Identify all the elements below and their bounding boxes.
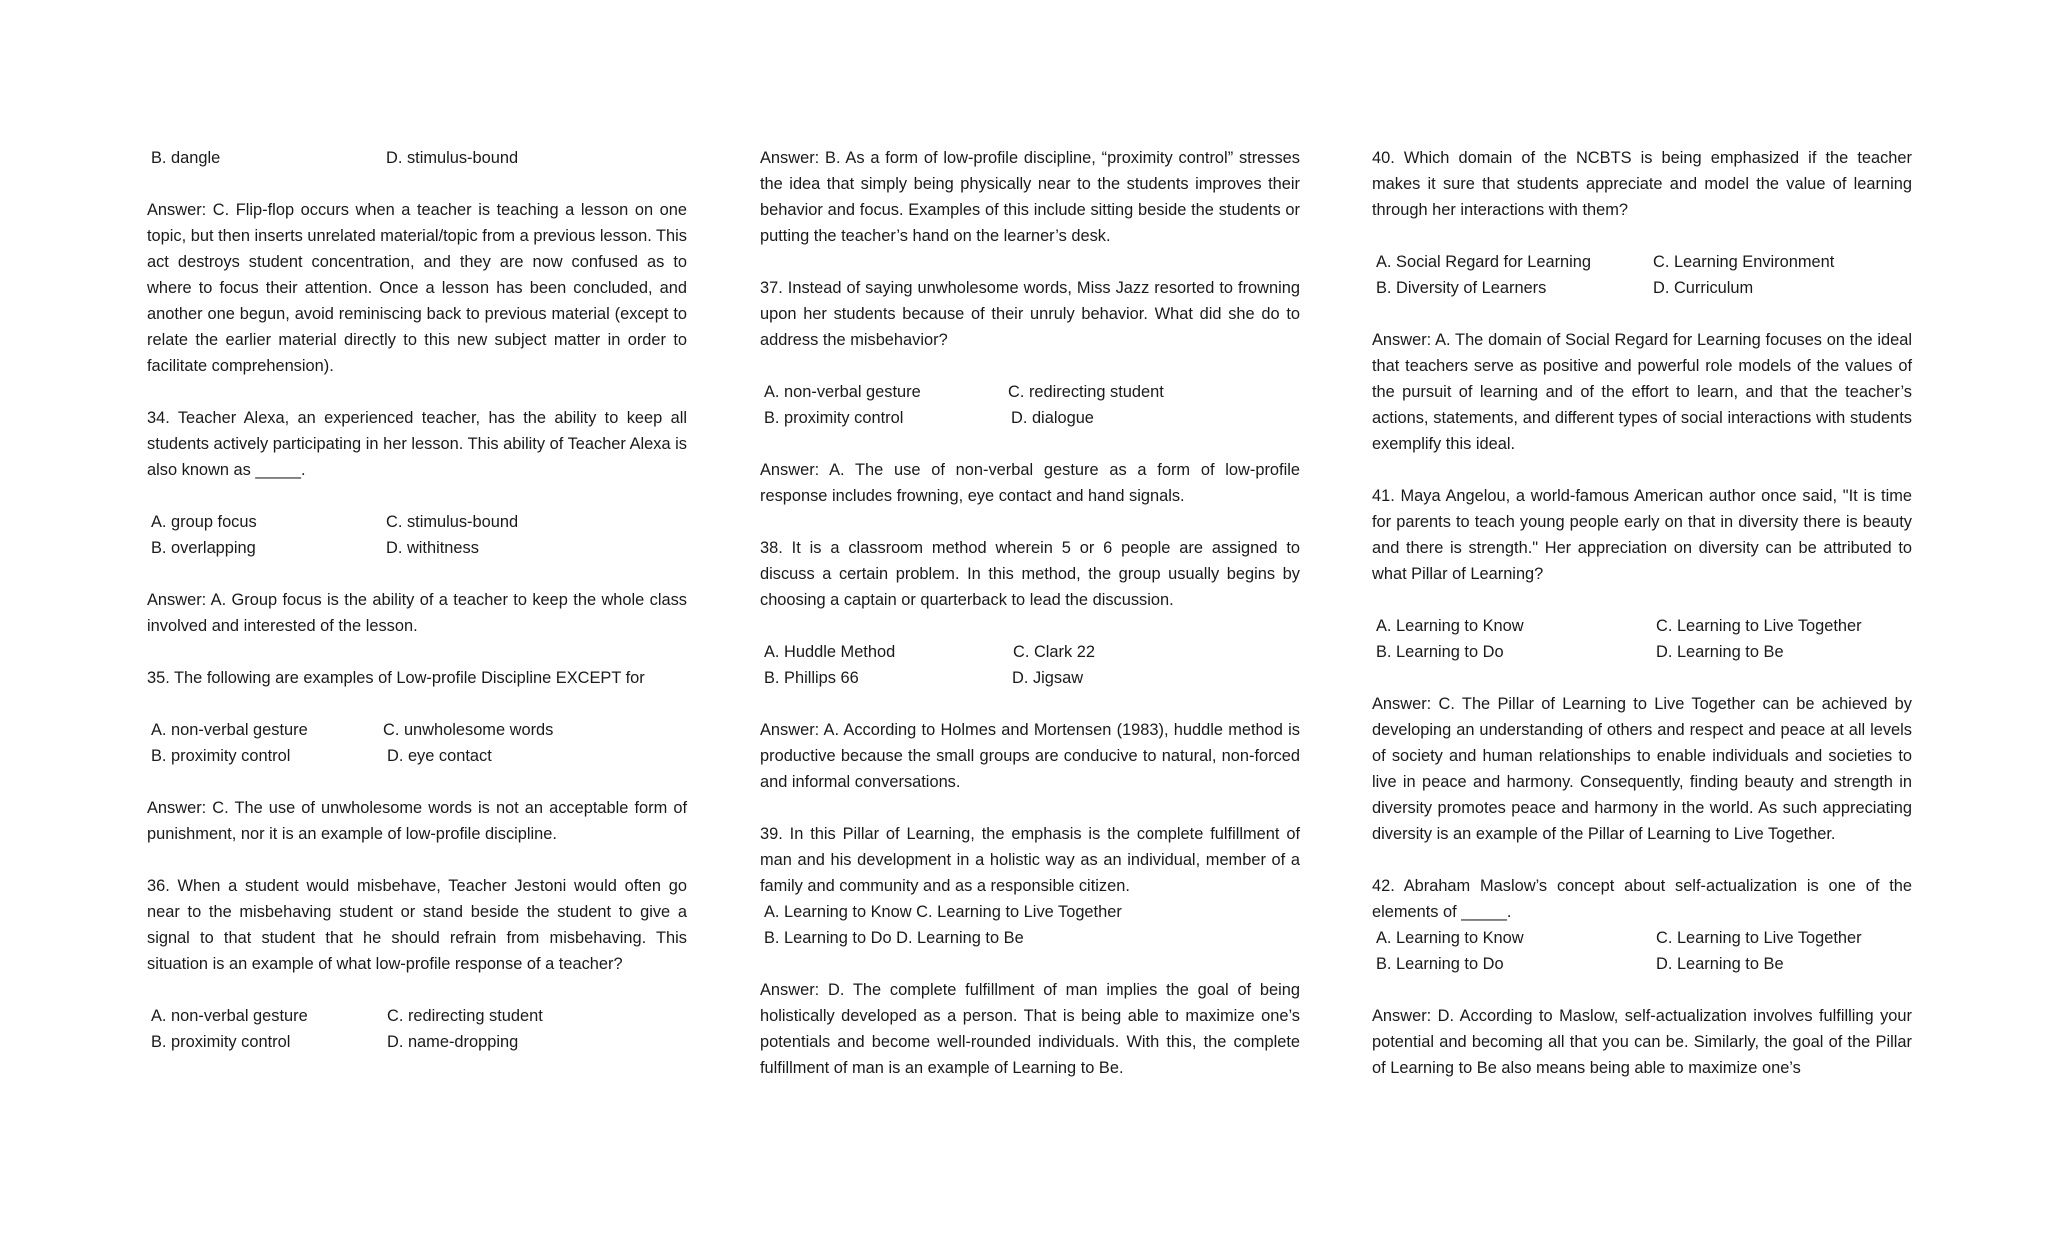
option-b: B. overlapping bbox=[151, 539, 256, 557]
option-row bbox=[1376, 275, 1912, 301]
option-row bbox=[151, 1029, 687, 1055]
option-c: C. unwholesome words bbox=[383, 721, 554, 739]
answer-36: Answer: B. As a form of low-profile discipline, “proximity control” stresses the idea that simply being physically near to the students improves their behavior and focus. Examples of this include sitting beside the students or putting the teacher’s hand on the learner’s desk. bbox=[760, 149, 1300, 245]
option-c: C. Learning Environment bbox=[1653, 253, 1835, 271]
options-q37 bbox=[764, 379, 1300, 431]
option-c: C. Learning to Live Together bbox=[1656, 929, 1862, 947]
options-q33 bbox=[151, 145, 687, 171]
option-row bbox=[764, 639, 1300, 665]
answer-39: Answer: D. The complete fulfillment of man implies the goal of being holistically developed as a person. That is being able to maximize one’s potentials and become well-rounded individuals. With this, the complete fulfillment of man is an example of Learning to Be. bbox=[760, 981, 1300, 1077]
options-q42 bbox=[1376, 925, 1912, 977]
option-b: B. proximity control bbox=[764, 409, 904, 427]
option-a: A. Learning to Know bbox=[1376, 929, 1524, 947]
option-row bbox=[151, 1003, 687, 1029]
options-q38 bbox=[764, 639, 1300, 691]
option-row bbox=[1376, 925, 1912, 951]
answer-35: Answer: C. The use of unwholesome words is not an acceptable form of punishment, nor it is an example of low-profile discipline. bbox=[147, 799, 687, 843]
option-b: B. Learning to Do bbox=[1376, 643, 1504, 661]
option-row bbox=[1376, 639, 1912, 665]
option-row bbox=[1376, 613, 1912, 639]
answer-40: Answer: A. The domain of Social Regard for Learning focuses on the ideal that teachers serve as positive and powerful role models of the values of the pursuit of learning and of the effort to learn, and that the teacher’s actions, statements, and different types of social interactions with students exemplify this ideal. bbox=[1372, 331, 1912, 453]
question-41: 41. Maya Angelou, a world-famous American author once said, "It is time for parents to teach young people early on that in diversity there is beauty and there is strength." Her appreciation on diversity can be attributed to what Pillar of Learning? bbox=[1372, 487, 1912, 583]
option-a: A. Social Regard for Learning bbox=[1376, 253, 1592, 271]
option-b: B. Diversity of Learners bbox=[1376, 279, 1547, 297]
options-q41 bbox=[1376, 613, 1912, 665]
option-c: C. Clark 22 bbox=[1013, 643, 1095, 661]
question-38: 38. It is a classroom method wherein 5 or 6 people are assigned to discuss a certain problem. In this method, the group usually begins by choosing a captain or quarterback to lead the discussion. bbox=[760, 539, 1300, 609]
option-b: B. proximity control bbox=[151, 1033, 291, 1051]
option-row bbox=[764, 379, 1300, 405]
options-q39-line-1: A. Learning to Know C. Learning to Live Together bbox=[764, 903, 1122, 921]
answer-33: Answer: C. Flip-flop occurs when a teacher is teaching a lesson on one topic, but then inserts unrelated material/topic from a previous lesson. This act destroys student concentration, and they are now confused as to where to focus their attention. Once a lesson has been concluded, and another one begun, avoid reminiscing back to previous material (except to relate the earlier material directly to this new subject matter in order to facilitate comprehension). bbox=[147, 201, 687, 375]
option-c: C. redirecting student bbox=[1008, 383, 1164, 401]
answer-37: Answer: A. The use of non-verbal gesture as a form of low-profile response includes frowning, eye contact and hand signals. bbox=[760, 461, 1300, 505]
option-d: D. Curriculum bbox=[1653, 279, 1754, 297]
spacer bbox=[760, 951, 1300, 977]
answer-41: Answer: C. The Pillar of Learning to Live Together can be achieved by developing an understanding of others and respect and peace at all levels of society and human relationships to enable individuals and societies to live in peace and harmony. Consequently, finding beauty and strength in diversity promotes peace and harmony in the world. As such appreciating diversity is an example of the Pillar of Learning to Live Together. bbox=[1372, 695, 1912, 843]
options-q40 bbox=[1376, 249, 1912, 301]
option-a: A. group focus bbox=[151, 513, 257, 531]
option-d: D. dialogue bbox=[1011, 409, 1094, 427]
option-b: B. Phillips 66 bbox=[764, 669, 859, 687]
option-row bbox=[1376, 249, 1912, 275]
options-q34 bbox=[151, 509, 687, 561]
option-a: A. Huddle Method bbox=[764, 643, 896, 661]
option-b: B. Learning to Do bbox=[1376, 955, 1504, 973]
question-42: 42. Abraham Maslow’s concept about self-actualization is one of the elements of _____. bbox=[1372, 877, 1912, 921]
option-d: D. name-dropping bbox=[387, 1033, 519, 1051]
options-q35 bbox=[151, 717, 687, 769]
option-d: D. Learning to Be bbox=[1656, 643, 1784, 661]
option-row bbox=[151, 743, 687, 769]
option-row bbox=[151, 535, 687, 561]
option-d: D. Learning to Be bbox=[1656, 955, 1784, 973]
option-a: A. non-verbal gesture bbox=[764, 383, 921, 401]
question-37: 37. Instead of saying unwholesome words, Miss Jazz resorted to frowning upon her students because of their unruly behavior. What did she do to address the misbehavior? bbox=[760, 279, 1300, 349]
question-35: 35. The following are examples of Low-profile Discipline EXCEPT for bbox=[147, 669, 645, 687]
question-39: 39. In this Pillar of Learning, the emphasis is the complete fulfillment of man and his development in a holistic way as an individual, member of a family and community and as a responsible citizen. bbox=[760, 825, 1300, 895]
question-34: 34. Teacher Alexa, an experienced teacher, has the ability to keep all students actively participating in her lesson. This ability of Teacher Alexa is also known as _____. bbox=[147, 409, 687, 479]
option-row bbox=[151, 509, 687, 535]
option-row bbox=[151, 145, 687, 171]
option-d: D. eye contact bbox=[387, 747, 492, 765]
option-d: D. stimulus-bound bbox=[386, 149, 519, 167]
option-b: B. dangle bbox=[151, 149, 221, 167]
answer-38: Answer: A. According to Holmes and Mortensen (1983), huddle method is productive because the small groups are conducive to natural, non-forced and informal conversations. bbox=[760, 721, 1300, 791]
option-row bbox=[1376, 951, 1912, 977]
option-c: C. stimulus-bound bbox=[386, 513, 519, 531]
option-row bbox=[151, 717, 687, 743]
answer-34: Answer: A. Group focus is the ability of a teacher to keep the whole class involved and interested of the lesson. bbox=[147, 591, 687, 635]
option-row bbox=[764, 665, 1300, 691]
option-b: B. proximity control bbox=[151, 747, 291, 765]
option-row bbox=[764, 405, 1300, 431]
option-a: A. Learning to Know bbox=[1376, 617, 1524, 635]
column-3 bbox=[1372, 145, 1912, 1107]
options-q39-line-2: B. Learning to Do D. Learning to Be bbox=[764, 929, 1024, 947]
options-q36 bbox=[151, 1003, 687, 1055]
answer-42: Answer: D. According to Maslow, self-actualization involves fulfilling your potential and becoming all that you can be. Similarly, the goal of the Pillar of Learning to Be also means being able to maximize one’s bbox=[1372, 1007, 1912, 1077]
option-a: A. non-verbal gesture bbox=[151, 721, 308, 739]
question-40: 40. Which domain of the NCBTS is being emphasized if the teacher makes it sure that students appreciate and model the value of learning through her interactions with them? bbox=[1372, 149, 1912, 219]
question-36: 36. When a student would misbehave, Teacher Jestoni would often go near to the misbehaving student or stand beside the student to give a signal to that student that he should refrain from misbehaving. This situation is an example of what low-profile response of a teacher? bbox=[147, 877, 687, 973]
option-d: D. withitness bbox=[386, 539, 479, 557]
column-1 bbox=[147, 145, 687, 1055]
option-a: A. non-verbal gesture bbox=[151, 1007, 308, 1025]
option-d: D. Jigsaw bbox=[1012, 669, 1084, 687]
column-2 bbox=[760, 145, 1300, 1107]
option-c: C. redirecting student bbox=[387, 1007, 543, 1025]
option-c: C. Learning to Live Together bbox=[1656, 617, 1862, 635]
